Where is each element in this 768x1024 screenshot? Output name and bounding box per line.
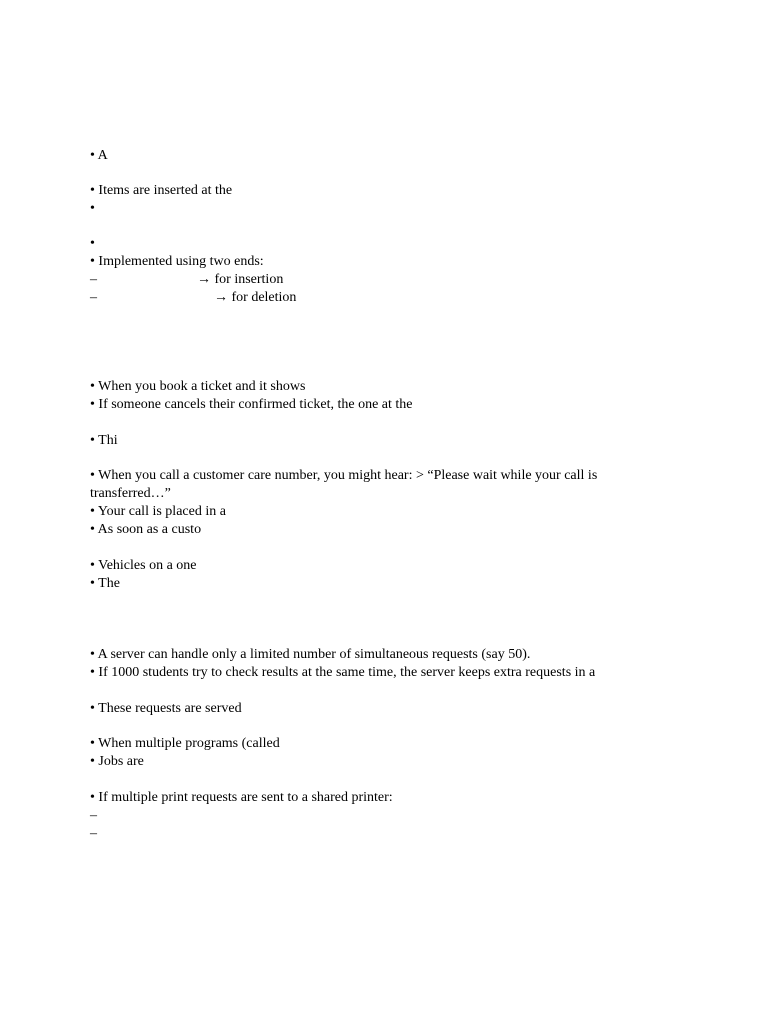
arrow-text: → for insertion xyxy=(197,272,284,287)
arrow-text: → for deletion xyxy=(214,290,297,305)
continuation-line: transferred…” xyxy=(90,486,171,501)
bullet-line: • Vehicles on a one xyxy=(90,558,197,573)
bullet-line: • If someone cancels their confirmed ticket, the one at the xyxy=(90,397,413,412)
bullet-line: • Items are inserted at the xyxy=(90,183,233,198)
dash-marker: – xyxy=(90,290,97,305)
bullet-line: • If 1000 students try to check results at the same time, the server keeps extra requests in a xyxy=(90,665,596,680)
dash-line xyxy=(90,271,283,289)
bullet-line: • When multiple programs (called xyxy=(90,736,280,751)
bullet-line: • Implemented using two ends: xyxy=(90,254,264,269)
bullet-line: • When you call a customer care number, you might hear: > “Please wait while your call is xyxy=(90,468,598,483)
dash-line: – xyxy=(90,808,97,823)
bullet-line: • xyxy=(90,236,95,251)
bullet-line: • Your call is placed in a xyxy=(90,504,226,519)
bullet-line: • xyxy=(90,201,95,216)
bullet-line: • The xyxy=(90,576,120,591)
dash-marker: – xyxy=(90,272,97,287)
bullet-line: • Jobs are xyxy=(90,754,144,769)
bullet-line: • These requests are served xyxy=(90,701,242,716)
bullet-line: • Thi xyxy=(90,433,118,448)
bullet-line: • A server can handle only a limited number of simultaneous requests (say 50). xyxy=(90,647,531,662)
bullet-line: • When you book a ticket and it shows xyxy=(90,379,306,394)
dash-line xyxy=(90,289,296,307)
bullet-line: • If multiple print requests are sent to a shared printer: xyxy=(90,790,393,805)
bullet-line: • As soon as a custo xyxy=(90,522,202,537)
bullet-line: • A xyxy=(90,148,108,163)
dash-line: – xyxy=(90,826,97,841)
